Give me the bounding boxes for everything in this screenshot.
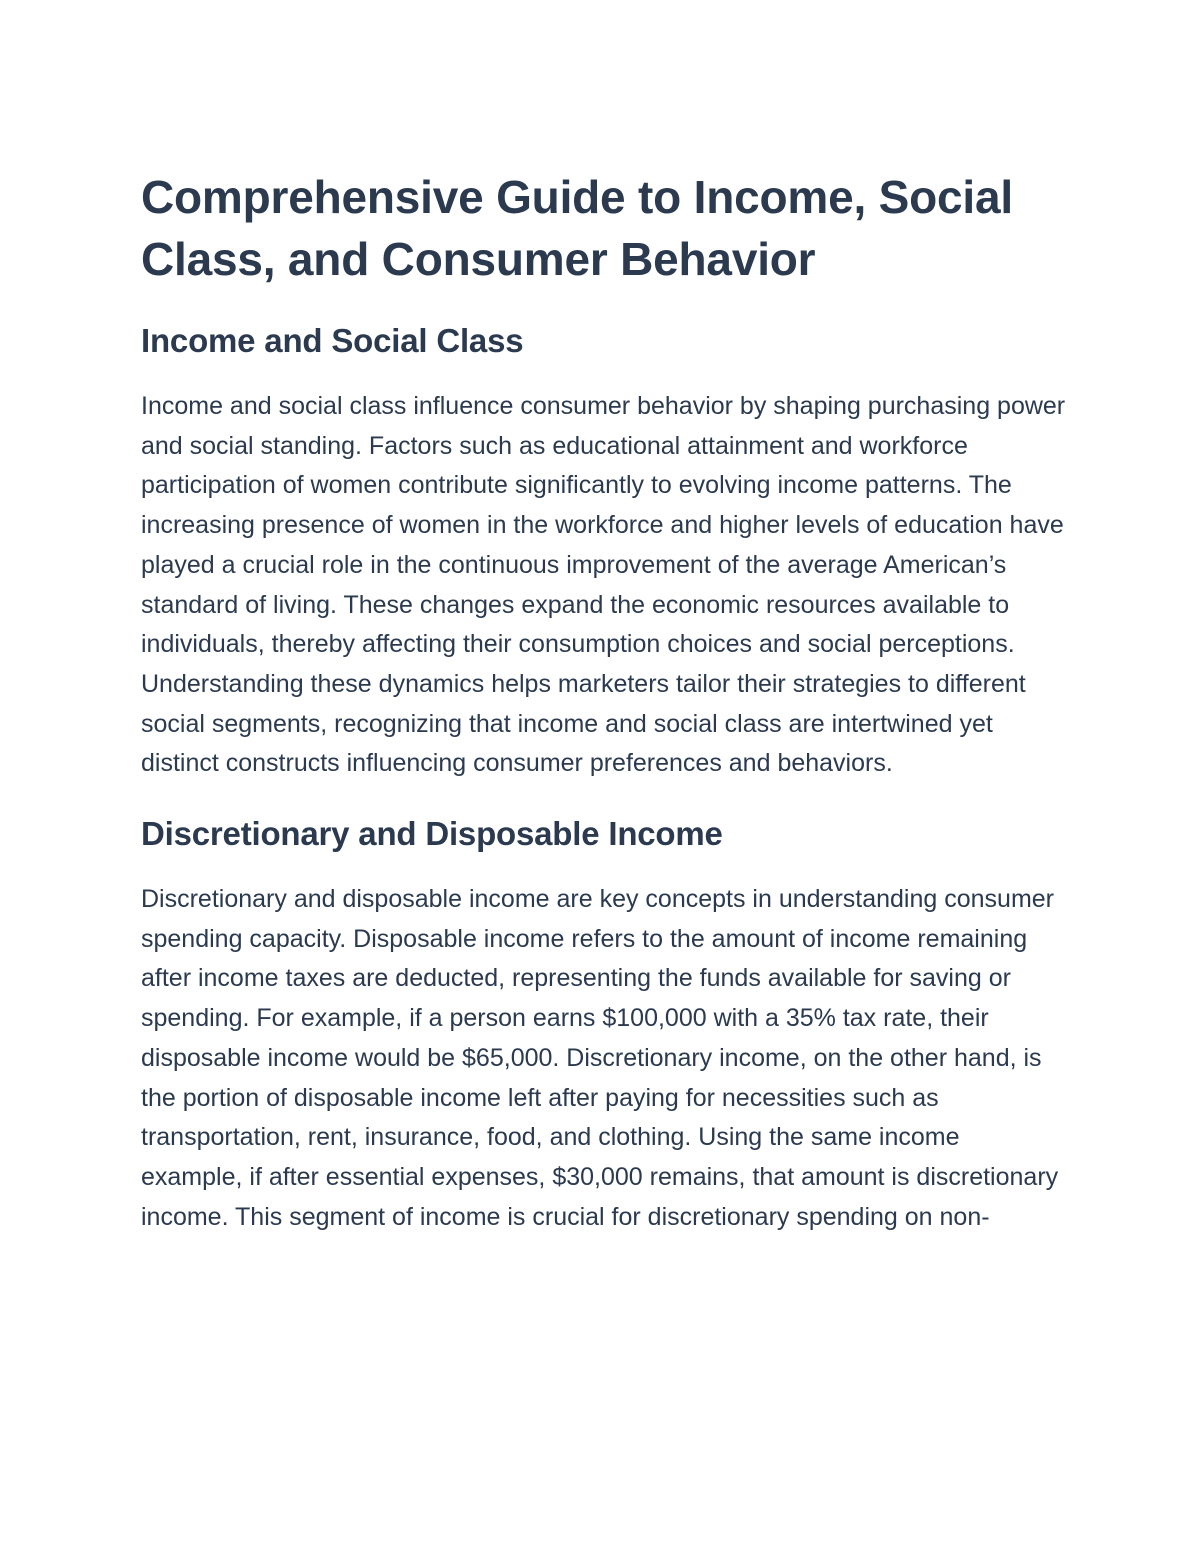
section-heading-discretionary-disposable-income: Discretionary and Disposable Income: [141, 815, 723, 853]
document-title: Comprehensive Guide to Income, Social Class, and Consumer Behavior: [141, 171, 1013, 285]
section-heading-income-social-class: Income and Social Class: [141, 322, 524, 359]
section-body-discretionary-disposable-income: Discretionary and disposable income are key concepts in understanding consumer spending capacity. Disposable income refers to the amount of income remaining after income taxes are deducted, representing the funds available for saving or spending. For example, if a person earns $100,000 with a 35% tax rate, their disposable income would be $65,000. Discretionary income, on the other hand, is the portion of disposable income left after paying for necessities such as transportation, rent, insurance, food, and clothing. Using the same income example, if after essential expenses, $30,000 remains, that amount is discretionary income. This segment of income is crucial for discretionary spending on non-: [141, 885, 1059, 1231]
document-page: [141, 166, 1066, 1237]
section-body-income-social-class: Income and social class influence consumer behavior by shaping purchasing power and social standing. Factors such as educational attainment and workforce participation of women contribute significantly to evolving income patterns. The increasing presence of women in the workforce and higher levels of education have played a crucial role in the continuous improvement of the average American’s standard of living. These changes expand the economic resources available to individuals, thereby affecting their consumption choices and social perceptions. Understanding these dynamics helps marketers tailor their strategies to different social segments, recognizing that income and social class are intertwined yet distinct constructs influencing consumer preferences and behaviors.: [141, 392, 1066, 778]
